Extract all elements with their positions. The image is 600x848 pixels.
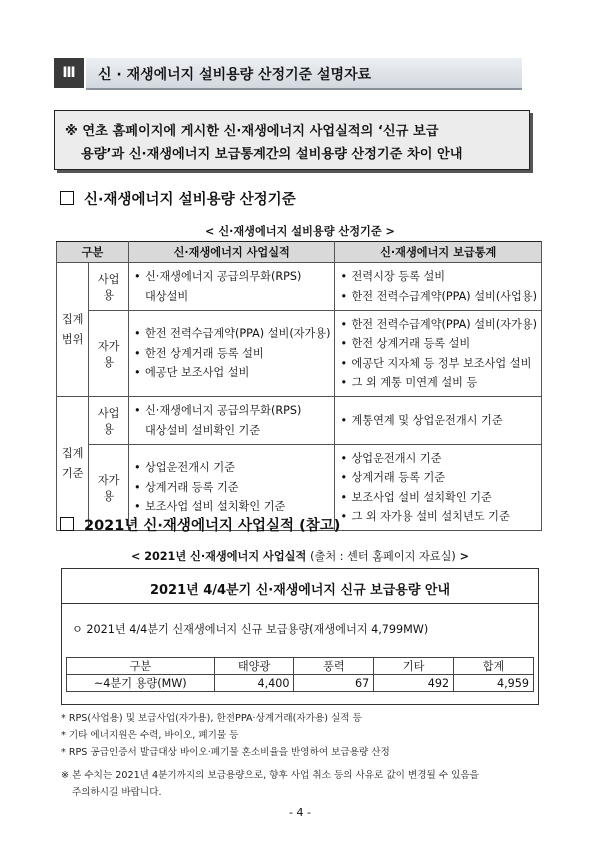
- list-item: • 상계거래 등록 기준: [339, 468, 537, 488]
- group-label-line: 범위: [61, 332, 84, 346]
- results-caption-main: < 2021년 신·재생에너지 사업실적: [130, 550, 307, 563]
- section-title-box: [86, 58, 522, 90]
- list-item: • 한전 전력수급계약(PPA) 설비(사업용): [339, 287, 537, 307]
- header-business-results: 신·재생에너지 사업실적: [128, 242, 335, 263]
- list-item: 대상설비: [144, 289, 189, 303]
- value-cell: 4,400: [214, 675, 294, 692]
- left-cell: [128, 397, 335, 445]
- results-caption-end: >: [455, 550, 470, 563]
- table-row: [57, 311, 542, 397]
- list-item: • 상업운전개시 기준: [339, 449, 537, 469]
- group-label-criteria: [57, 397, 89, 531]
- list-item: • 한전 상계거래 등록 설비: [133, 344, 331, 364]
- sub-label: 사업용: [89, 397, 129, 445]
- list-item: • 신·재생에너지 공급의무화(RPS): [133, 267, 331, 287]
- note-1: * RPS(사업용) 및 보급사업(자가용), 한전PPA·상계거래(자가용) 실적 등: [61, 713, 362, 724]
- group-label-scope: [57, 263, 89, 397]
- criteria-caption: < 신·재생에너지 설비용량 산정기준 >: [205, 225, 395, 238]
- footnote-line-2: 주의하시길 바랍니다.: [72, 787, 162, 798]
- list-item: • 한전 상계거래 등록 설비: [339, 334, 537, 354]
- right-cell: [335, 397, 542, 445]
- table-row: [57, 397, 542, 445]
- header-supply-statistics: 신·재생에너지 보급통계: [335, 242, 542, 263]
- header-cell: 풍력: [294, 658, 374, 675]
- results-heading-text: 2021년 신·재생에너지 사업실적 (참고): [84, 518, 341, 534]
- results-caption: [0, 548, 600, 564]
- note-2: * 기타 에너지원은 수력, 바이오, 폐기물 등: [61, 730, 239, 741]
- value-cell: 67: [294, 675, 374, 692]
- results-box: [61, 568, 539, 705]
- note-3: * RPS 공급인증서 발급대상 바이오·폐기물 혼소비율을 반영하여 보급용량 산정: [61, 747, 390, 758]
- left-cell: [128, 263, 335, 311]
- results-bullet: ㅇ 2021년 4/4분기 신재생에너지 신규 보급용량(재생에너지 4,799MW): [72, 623, 429, 636]
- results-heading: [60, 514, 340, 535]
- table-row: [57, 263, 542, 311]
- list-item: • 한전 전력수급계약(PPA) 설비(자가용): [133, 324, 331, 344]
- list-item: • 에공단 지자체 등 정부 보조사업 설비: [339, 354, 537, 374]
- table-row: [67, 658, 534, 675]
- list-item: • 한전 전력수급계약(PPA) 설비(자가용): [339, 315, 537, 335]
- notice-line-1: ※ 연초 홈페이지에 게시한 신·재생에너지 사업실적의 ‘신규 보급: [65, 124, 439, 139]
- right-cell: [335, 445, 542, 531]
- right-cell: [335, 263, 542, 311]
- right-cell: [335, 311, 542, 397]
- section-header: [54, 58, 522, 88]
- value-cell: 4,959: [454, 675, 534, 692]
- page-number: - 4 -: [289, 806, 311, 819]
- header-cell: 구분: [67, 658, 215, 675]
- list-item: • 전력시장 등록 설비: [339, 267, 537, 287]
- criteria-table-header: [57, 242, 542, 263]
- value-cell: 492: [374, 675, 454, 692]
- list-item: • 신·재생에너지 공급의무화(RPS): [133, 401, 331, 421]
- value-cell: ~4분기 용량(MW): [67, 675, 215, 692]
- results-caption-source: (출처 : 센터 홈페이지 자료실): [310, 550, 456, 563]
- group-label-line: 집계: [61, 446, 84, 460]
- list-item: • 상계거래 등록 기준: [133, 478, 331, 498]
- footnote-line-1: ※ 본 수치는 2021년 4분기까지의 보급용량으로, 향후 사업 취소 등의 사유로 값이 변경될 수 있음을: [61, 770, 479, 781]
- criteria-heading-text: 신·재생에너지 설비용량 산정기준: [84, 192, 296, 208]
- criteria-heading: [60, 188, 296, 209]
- sub-label: 사업용: [89, 263, 129, 311]
- list-item: • 그 외 자가용 설비 설치년도 기준: [339, 507, 537, 527]
- sub-label: 자가용: [89, 445, 129, 531]
- list-item: • 보조사업 설비 설치확인 기준: [133, 497, 331, 517]
- notice-box: [54, 110, 530, 170]
- list-item: • 계통연계 및 상업운전개시 기준: [339, 411, 537, 431]
- checkbox-square-icon: [60, 517, 74, 531]
- capacity-table: [66, 657, 534, 692]
- section-title: 신 · 재생에너지 설비용량 산정기준 설명자료: [98, 67, 372, 83]
- table-row: [67, 675, 534, 692]
- list-item: • 상업운전개시 기준: [133, 458, 331, 478]
- list-item: • 보조사업 설비 설치확인 기준: [339, 488, 537, 508]
- checkbox-square-icon: [60, 191, 74, 205]
- list-item: • 그 외 계통 미연계 설비 등: [339, 373, 537, 393]
- sub-label: 자가용: [89, 311, 129, 397]
- results-box-title: 2021년 4/4분기 신·재생에너지 신규 보급용량 안내: [149, 583, 451, 598]
- list-item: 대상설비 설비확인 기준: [144, 423, 261, 437]
- group-label-line: 기준: [61, 466, 84, 480]
- notice-line-2: 용량’과 신·재생에너지 보급통계간의 설비용량 산정기준 차이 안내: [81, 147, 463, 162]
- header-cell: 합계: [454, 658, 534, 675]
- criteria-table: [56, 241, 542, 531]
- header-cell: 태양광: [214, 658, 294, 675]
- header-cell: 기타: [374, 658, 454, 675]
- header-category: 구분: [57, 242, 129, 263]
- group-label-line: 집계: [61, 312, 84, 326]
- divider: [62, 603, 538, 604]
- list-item: • 에공단 보조사업 설비: [133, 363, 331, 383]
- section-number: Ⅲ: [54, 58, 84, 88]
- left-cell: [128, 311, 335, 397]
